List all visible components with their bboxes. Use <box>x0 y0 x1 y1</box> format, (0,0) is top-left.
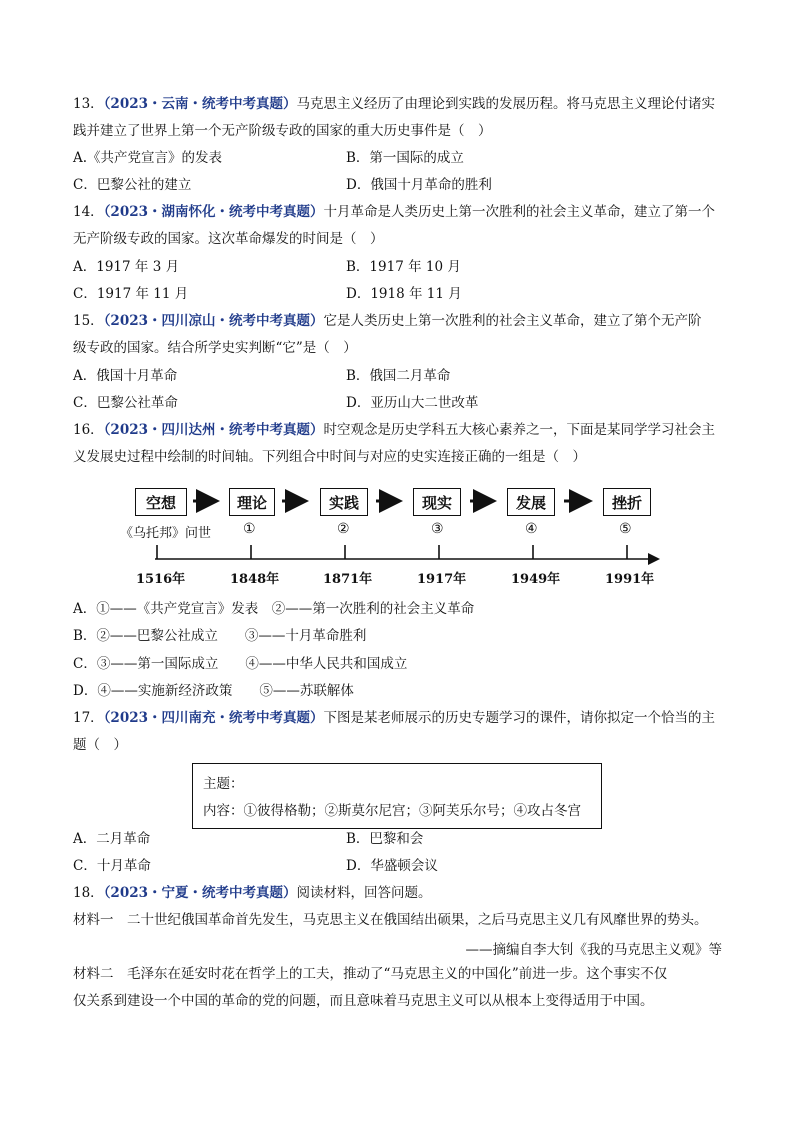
q13-stem-line2: 践并建立了世界上第一个无产阶级专政的国家的重大历史事件是（ ） <box>73 123 492 139</box>
q15-option-b[interactable]: B．俄国二月革命 <box>346 368 451 384</box>
q14-option-c[interactable]: C．1917 年 11 月 <box>73 286 189 302</box>
q16-option-c[interactable]: C．③——第一国际成立 ④——中华人民共和国成立 <box>73 656 408 672</box>
q14-stem-line2: 无产阶级专政的国家。这次革命爆发的时间是（ ） <box>73 231 384 247</box>
marker-2: ② <box>337 521 350 537</box>
year-1848: 1848年 <box>230 572 280 587</box>
q13-option-b[interactable]: B．第一国际的成立 <box>346 150 464 166</box>
stage-box-reality: 现实 <box>413 488 461 516</box>
q18-material-1-source: ——摘编自李大钊《我的马克思主义观》等 <box>465 942 722 958</box>
q15-option-d[interactable]: D．亚历山大二世改革 <box>346 395 479 411</box>
q15-option-a[interactable]: A．俄国十月革命 <box>73 368 178 384</box>
q17-option-c[interactable]: C．十月革命 <box>73 858 151 874</box>
q17-option-a[interactable]: A．二月革命 <box>73 831 151 847</box>
q17-stem-line2: 题（ ） <box>73 737 127 753</box>
q13-option-d[interactable]: D．俄国十月革命的胜利 <box>346 177 492 193</box>
q18-material-2-line1: 材料二 毛泽东在延安时花在哲学上的工夫，推动了“马克思主义的中国化”前进一步。这个事实不仅 <box>73 966 668 982</box>
q13-option-a[interactable]: A.《共产党宣言》的发表 <box>73 150 223 166</box>
q18-stem-line1: 18．（2023・宁夏・统考中考真题）阅读材料，回答问题。 <box>73 885 432 901</box>
year-1917: 1917年 <box>417 572 467 587</box>
year-1949: 1949年 <box>511 572 561 587</box>
marker-4: ④ <box>525 521 538 537</box>
q18-material-2-line2: 仅关系到建设一个中国的革命的党的问题，而且意味着马克思主义可以从根本上变得适用于中国。 <box>73 993 654 1009</box>
q14-option-b[interactable]: B．1917 年 10 月 <box>346 259 461 275</box>
q14-stem-line1: 14．（2023・湖南怀化・统考中考真题）十月革命是人类历史上第一次胜利的社会主义革命，建立了第一个 <box>73 204 716 220</box>
year-1516: 1516年 <box>136 572 186 587</box>
q14-option-a[interactable]: A．1917 年 3 月 <box>73 259 180 275</box>
stage-box-setback: 挫折 <box>603 488 651 516</box>
year-1871: 1871年 <box>323 572 373 587</box>
q17-option-d[interactable]: D．华盛顿会议 <box>346 858 438 874</box>
q13-source: （2023・云南・统考中考真题） <box>103 96 297 112</box>
q15-source: （2023・四川凉山・统考中考真题） <box>103 313 324 329</box>
q18-material-1: 材料一 二十世纪俄国革命首先发生，马克思主义在俄国结出硕果，之后马克思主义几有风靡世界的势头。 <box>73 912 708 928</box>
q15-stem-line2: 级专政的国家。结合所学史实判断“它”是（ ） <box>73 340 357 356</box>
q14-option-d[interactable]: D．1918 年 11 月 <box>346 286 462 302</box>
stage-box-theory: 理论 <box>229 488 275 516</box>
timeline-axis-head <box>648 553 660 565</box>
q14-source: （2023・湖南怀化・统考中考真题） <box>103 204 324 220</box>
q16-stem-line2: 义发展史过程中绘制的时间轴。下列组合中时间与对应的史实连接正确的一组是（ ） <box>73 449 586 465</box>
q16-option-a[interactable]: A．①——《共产党宣言》发表 ②——第一次胜利的社会主义革命 <box>73 601 475 617</box>
q17-option-b[interactable]: B．巴黎和会 <box>346 831 424 847</box>
slide-title: 主题： <box>203 776 244 792</box>
marker-3: ③ <box>431 521 444 537</box>
timeline-label-utopia: 《乌托邦》问世 <box>120 526 212 541</box>
q17-source: （2023・四川南充・统考中考真题） <box>103 710 324 726</box>
q13-option-c[interactable]: C．巴黎公社的建立 <box>73 177 192 193</box>
q17-stem-line1: 17．（2023・四川南充・统考中考真题）下图是某老师展示的历史专题学习的课件，请你拟定一个恰当的主 <box>73 710 716 726</box>
stage-box-development: 发展 <box>507 488 555 516</box>
q13-stem-line1: 13．（2023・云南・统考中考真题）马克思主义经历了由理论到实践的发展历程。将马克思主义理论付诸实 <box>73 96 716 112</box>
q16-stem-line1: 16．（2023・四川达州・统考中考真题）时空观念是历史学科五大核心素养之一，下面是某同学学习社会主 <box>73 422 716 438</box>
q15-stem-line1: 15．（2023・四川凉山・统考中考真题）它是人类历史上第一次胜利的社会主义革命，建立了第个无产阶 <box>73 313 702 329</box>
q15-option-c[interactable]: C．巴黎公社革命 <box>73 395 178 411</box>
year-1991: 1991年 <box>605 572 655 587</box>
q16-option-d[interactable]: D．④——实施新经济政策 ⑤——苏联解体 <box>73 683 354 699</box>
q16-option-b[interactable]: B．②——巴黎公社成立 ③——十月革命胜利 <box>73 628 367 644</box>
marker-5: ⑤ <box>619 521 632 537</box>
slide-content: 内容：①彼得格勒；②斯莫尔尼宫；③阿芙乐尔号；④攻占冬宫 <box>203 803 581 819</box>
q18-source: （2023・宁夏・统考中考真题） <box>103 885 297 901</box>
stage-box-practice: 实践 <box>320 488 368 516</box>
q16-source: （2023・四川达州・统考中考真题） <box>103 422 324 438</box>
marker-1: ① <box>243 521 256 537</box>
courseware-slide-box <box>192 763 602 829</box>
stage-box-utopia: 空想 <box>135 488 187 516</box>
